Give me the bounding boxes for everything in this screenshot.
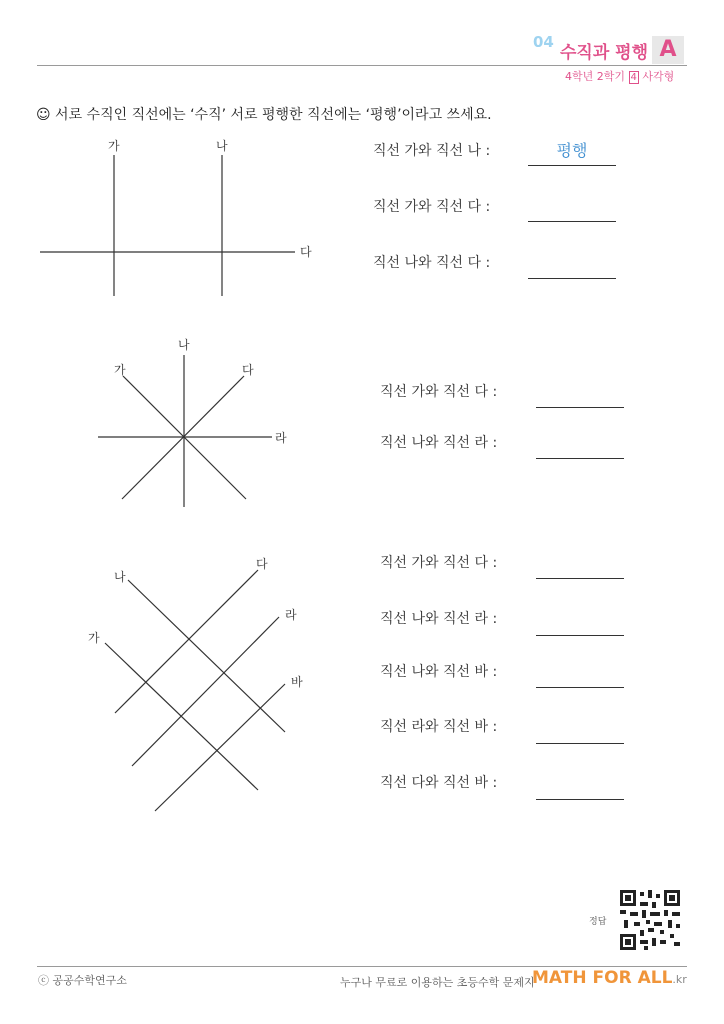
question-text: 직선 다와 직선 바 : — [380, 775, 498, 791]
figure-1 — [40, 155, 295, 296]
answer-blank[interactable] — [536, 458, 624, 459]
copyright: ⓒ 공공수학연구소 — [38, 974, 127, 987]
question-text: 직선 라와 직선 바 : — [380, 719, 498, 735]
label-ga: 가 — [88, 631, 100, 645]
figure-3 — [105, 570, 285, 811]
question-text: 직선 나와 직선 라 : — [380, 611, 498, 627]
label-ga: 가 — [114, 363, 126, 377]
question-text: 직선 가와 직선 다 : — [380, 384, 498, 400]
figure-2 — [98, 355, 272, 507]
worksheet-title: 수직과 평행 — [560, 43, 649, 63]
brand-kr: .kr — [672, 973, 687, 986]
level-badge: A — [652, 36, 684, 64]
brand-math: MATH — [532, 968, 587, 988]
brand-for: FOR — [592, 968, 632, 988]
answer-blank[interactable] — [536, 578, 624, 579]
answer-blank[interactable] — [536, 743, 624, 744]
label-ba: 바 — [291, 675, 303, 689]
question-text: 직선 나와 직선 다 : — [373, 255, 491, 271]
question-text: 직선 가와 직선 다 : — [373, 199, 491, 215]
question-text: 직선 가와 직선 나 : — [373, 143, 491, 159]
label-ra: 라 — [285, 608, 297, 622]
label-na: 나 — [216, 139, 228, 153]
label-na: 나 — [178, 338, 190, 352]
label-da: 다 — [256, 557, 268, 571]
grade-suffix: 학년 — [572, 70, 594, 83]
answer-blank[interactable] — [536, 635, 624, 636]
answer-label: 정답 — [589, 917, 607, 927]
label-da: 다 — [242, 363, 254, 377]
label-na: 나 — [114, 570, 126, 584]
worksheet-number: 04 — [533, 33, 554, 51]
brand-all: ALL — [637, 968, 673, 988]
semester-number: 2 — [596, 70, 604, 83]
line-ba — [155, 684, 285, 811]
line-na — [128, 580, 285, 732]
label-ra: 라 — [275, 431, 287, 445]
footer-description: 누구나 무료로 이용하는 초등수학 문제지 — [340, 976, 535, 989]
answer-blank[interactable] — [536, 407, 624, 408]
question-text: 직선 나와 직선 바 : — [380, 664, 498, 680]
unit-number: 4 — [630, 72, 637, 83]
answer-blank[interactable] — [536, 799, 624, 800]
brand-logo[interactable] — [532, 968, 687, 988]
footer-divider — [37, 966, 687, 967]
answer-blank[interactable] — [528, 165, 616, 166]
question-text: 직선 나와 직선 라 : — [380, 435, 498, 451]
line-ra — [132, 617, 279, 766]
grade-number: 4 — [565, 70, 572, 83]
answer-blank[interactable] — [528, 278, 616, 279]
instruction: ☺ 서로 수직인 직선에는 ‘수직’ 서로 평행한 직선에는 ‘평행’이라고 쓰세요. — [36, 107, 492, 123]
answer-text: 평행 — [556, 141, 588, 160]
unit-name: 사각형 — [642, 70, 675, 83]
answer-blank[interactable] — [536, 687, 624, 688]
semester-suffix: 학기 — [603, 70, 626, 83]
answer-blank[interactable] — [528, 221, 616, 222]
question-text: 직선 가와 직선 다 : — [380, 555, 498, 571]
label-da: 다 — [300, 245, 312, 259]
label-ga: 가 — [108, 139, 120, 153]
answer-qr-code[interactable] — [620, 890, 680, 950]
line-da — [115, 570, 258, 713]
